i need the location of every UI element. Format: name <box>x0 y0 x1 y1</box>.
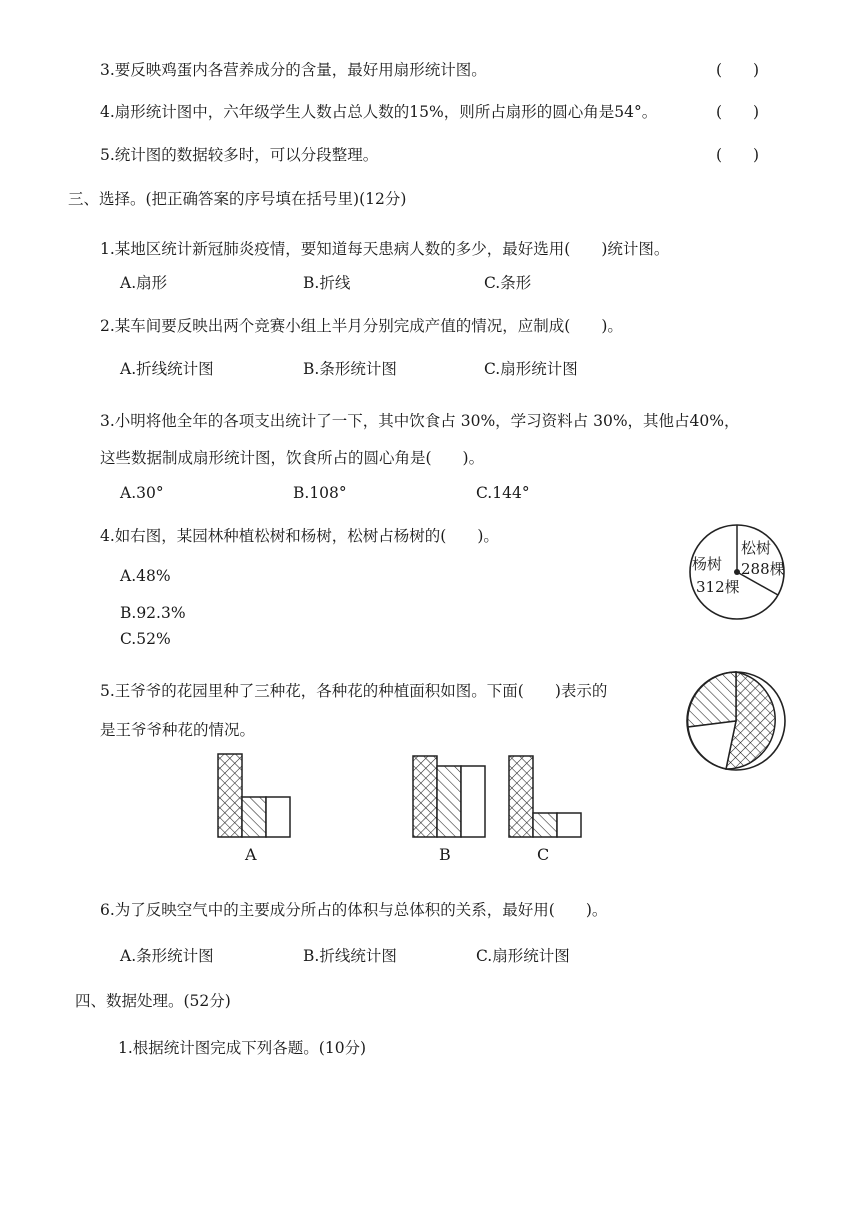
judge-q3-answer-blank[interactable]: ( ) <box>716 61 760 79</box>
choice-q5-option-c-label[interactable]: C <box>537 845 550 864</box>
choice-q5-option-b-bars[interactable] <box>406 748 496 840</box>
choice-q3-option-a[interactable]: A.30° <box>120 484 164 502</box>
section-choice-heading: 三、选择。(把正确答案的序号填在括号里)(12分) <box>68 190 407 208</box>
bar-c-hatched <box>533 813 557 837</box>
choice-q5-option-b-label[interactable]: B <box>439 845 451 864</box>
judge-q3-text: 3.要反映鸡蛋内各营养成分的含量，最好用扇形统计图。 <box>100 61 487 79</box>
bar-b-crosshatch <box>413 756 437 837</box>
choice-q6-text: 6.为了反映空气中的主要成分所占的体积与总体积的关系，最好用( )。 <box>100 901 608 919</box>
judge-q4-answer-blank[interactable]: ( ) <box>716 103 760 121</box>
pie-value-pine: 288棵 <box>741 560 785 578</box>
judge-q5-text: 5.统计图的数据较多时，可以分段整理。 <box>100 146 379 164</box>
pie-center-dot <box>734 569 740 575</box>
choice-q4-option-a[interactable]: A.48% <box>120 567 171 585</box>
pie-slice-hatched <box>688 672 736 727</box>
bar-c-blank <box>557 813 581 837</box>
choice-q4-pie-figure <box>688 520 788 624</box>
choice-q6-option-c[interactable]: C.扇形统计图 <box>476 947 570 965</box>
choice-q4-option-c[interactable]: C.52% <box>120 630 171 648</box>
bar-b-blank <box>461 766 485 837</box>
bar-a-blank <box>266 797 290 837</box>
choice-q3-option-b[interactable]: B.108° <box>293 484 347 502</box>
bar-c-crosshatch <box>509 756 533 837</box>
choice-q5-text-line2: 是王爷爷种花的情况。 <box>100 721 256 739</box>
choice-q5-option-a-bars[interactable] <box>210 748 300 840</box>
choice-q1-option-c[interactable]: C.条形 <box>484 274 532 292</box>
choice-q3-option-c[interactable]: C.144° <box>476 484 530 502</box>
choice-q4-text: 4.如右图，某园林种植松树和杨树，松树占杨树的( )。 <box>100 527 499 545</box>
bar-b-hatched <box>437 766 461 837</box>
choice-q1-option-a[interactable]: A.扇形 <box>120 274 168 292</box>
pie-value-poplar: 312棵 <box>696 578 740 596</box>
choice-q1-text: 1.某地区统计新冠肺炎疫情，要知道每天患病人数的多少，最好选用( )统计图。 <box>100 240 670 258</box>
choice-q1-option-b[interactable]: B.折线 <box>303 274 351 292</box>
choice-q2-text: 2.某车间要反映出两个竞赛小组上半月分别完成产值的情况，应制成( )。 <box>100 317 623 335</box>
section-data-heading: 四、数据处理。(52分) <box>75 992 231 1010</box>
choice-q2-option-c[interactable]: C.扇形统计图 <box>484 360 578 378</box>
pie-label-pine: 松树 <box>741 539 772 557</box>
choice-q3-text-line2: 这些数据制成扇形统计图，饮食所占的圆心角是( )。 <box>100 449 485 467</box>
bar-a-hatched <box>242 797 266 837</box>
bar-a-crosshatch <box>218 754 242 837</box>
choice-q5-pie-figure <box>686 668 790 774</box>
choice-q3-text-line1: 3.小明将他全年的各项支出统计了一下，其中饮食占 30%，学习资料占 30%，其他占40%， <box>100 412 740 430</box>
judge-q5-answer-blank[interactable]: ( ) <box>716 146 760 164</box>
choice-q5-option-a-label[interactable]: A <box>245 845 257 864</box>
choice-q5-text-line1: 5.王爷爷的花园里种了三种花，各种花的种植面积如图。下面( )表示的 <box>100 682 608 700</box>
judge-q4-text: 4.扇形统计图中，六年级学生人数占总人数的15%，则所占扇形的圆心角是54°。 <box>100 103 658 121</box>
pie-label-poplar: 杨树 <box>692 555 723 573</box>
choice-q4-option-b[interactable]: B.92.3% <box>120 604 186 622</box>
choice-q6-option-a[interactable]: A.条形统计图 <box>120 947 214 965</box>
choice-q5-option-c-bars[interactable] <box>502 748 592 840</box>
choice-q2-option-b[interactable]: B.条形统计图 <box>303 360 397 378</box>
choice-q2-option-a[interactable]: A.折线统计图 <box>120 360 214 378</box>
choice-q6-option-b[interactable]: B.折线统计图 <box>303 947 397 965</box>
data-q1-text: 1.根据统计图完成下列各题。(10分) <box>118 1039 367 1057</box>
